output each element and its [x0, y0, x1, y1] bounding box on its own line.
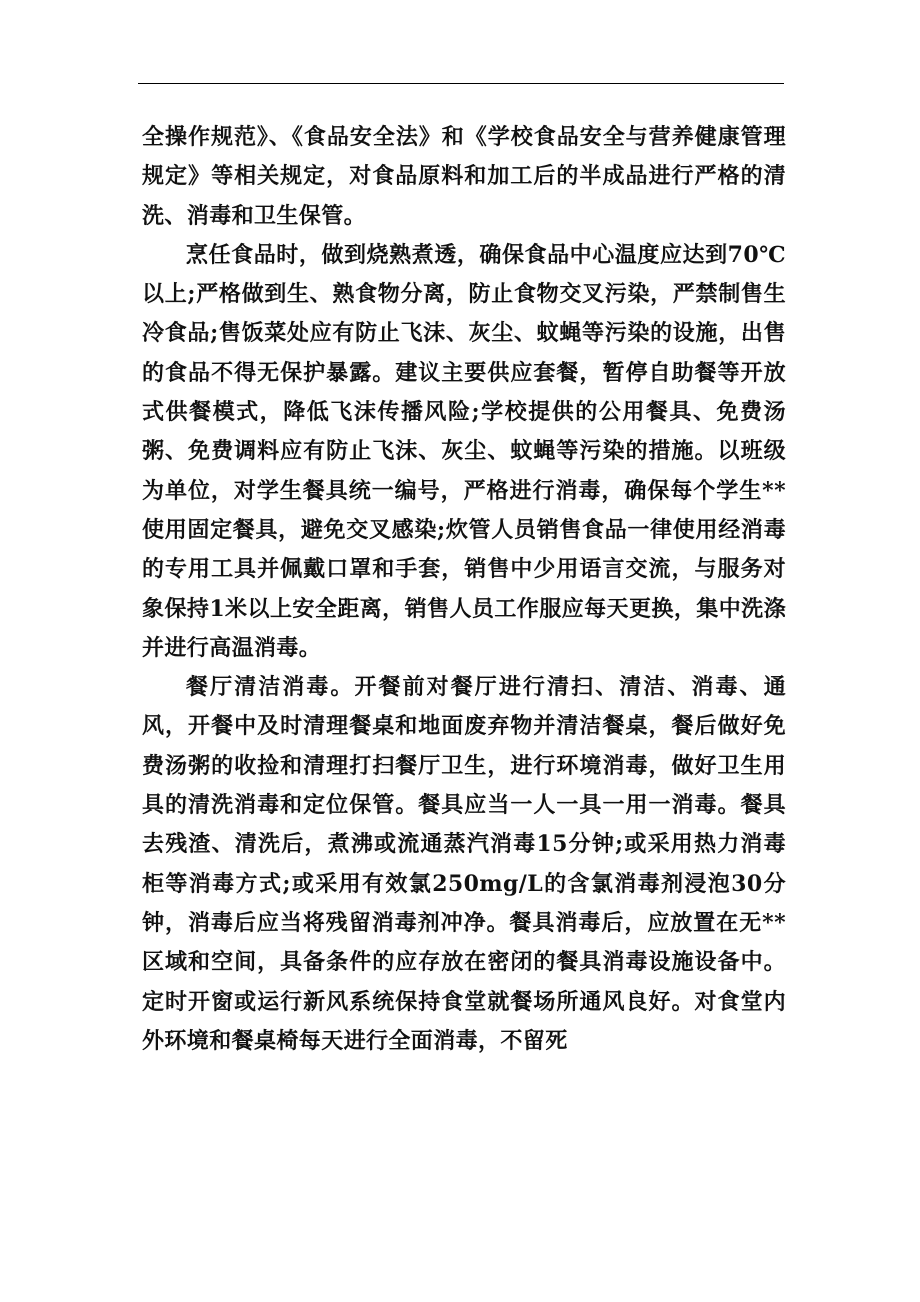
paragraph-3: 餐厅清洁消毒。开餐前对餐厅进行清扫、清洁、消毒、通风，开餐中及时清理餐桌和地面废弃物并清洁餐桌，餐后做好免费汤粥的收捡和清理打扫餐厅卫生，进行环境消毒，做好卫生用具的清洗消毒和定位保管。餐具应当一人一具一用一消毒。餐具去残渣、清洗后，煮沸或流通蒸汽消毒15分钟;或采用热力消毒柜等消毒方式;或采用有效氯250mg/L的含氯消毒剂浸泡30分钟，消毒后应当将残留消毒剂冲净。餐具消毒后，应放置在无**区域和空间，具备条件的应存放在密闭的餐具消毒设施设备中。定时开窗或运行新风系统保持食堂就餐场所通风良好。对食堂内外环境和餐桌椅每天进行全面消毒，不留死	[142, 674, 786, 1054]
paragraph-1: 全操作规范》、《食品安全法》和《学校食品安全与营养健康管理规定》等相关规定，对食品原料和加工后的半成品进行严格的清洗、消毒和卫生保管。	[142, 124, 786, 229]
header-rule	[138, 83, 784, 84]
paragraph-2: 烹任食品时，做到烧熟煮透，确保食品中心温度应达到70℃以上;严格做到生、熟食物分离，防止食物交叉污染，严禁制售生冷食品;售饭菜处应有防止飞沫、灰尘、蚊蝇等污染的设施，出售的食品不得无保护暴露。建议主要供应套餐，暂停自助餐等开放式供餐模式，降低飞沫传播风险;学校提供的公用餐具、免费汤粥、免费调料应有防止飞沫、灰尘、蚊蝇等污染的措施。以班级为单位，对学生餐具统一编号，严格进行消毒，确保每个学生**使用固定餐具，避免交叉感染;炊管人员销售食品一律使用经消毒的专用工具并佩戴口罩和手套，销售中少用语言交流，与服务对象保持1米以上安全距离，销售人员工作服应每天更换，集中洗涤并进行高温消毒。	[142, 241, 786, 661]
document-body	[142, 118, 786, 1061]
